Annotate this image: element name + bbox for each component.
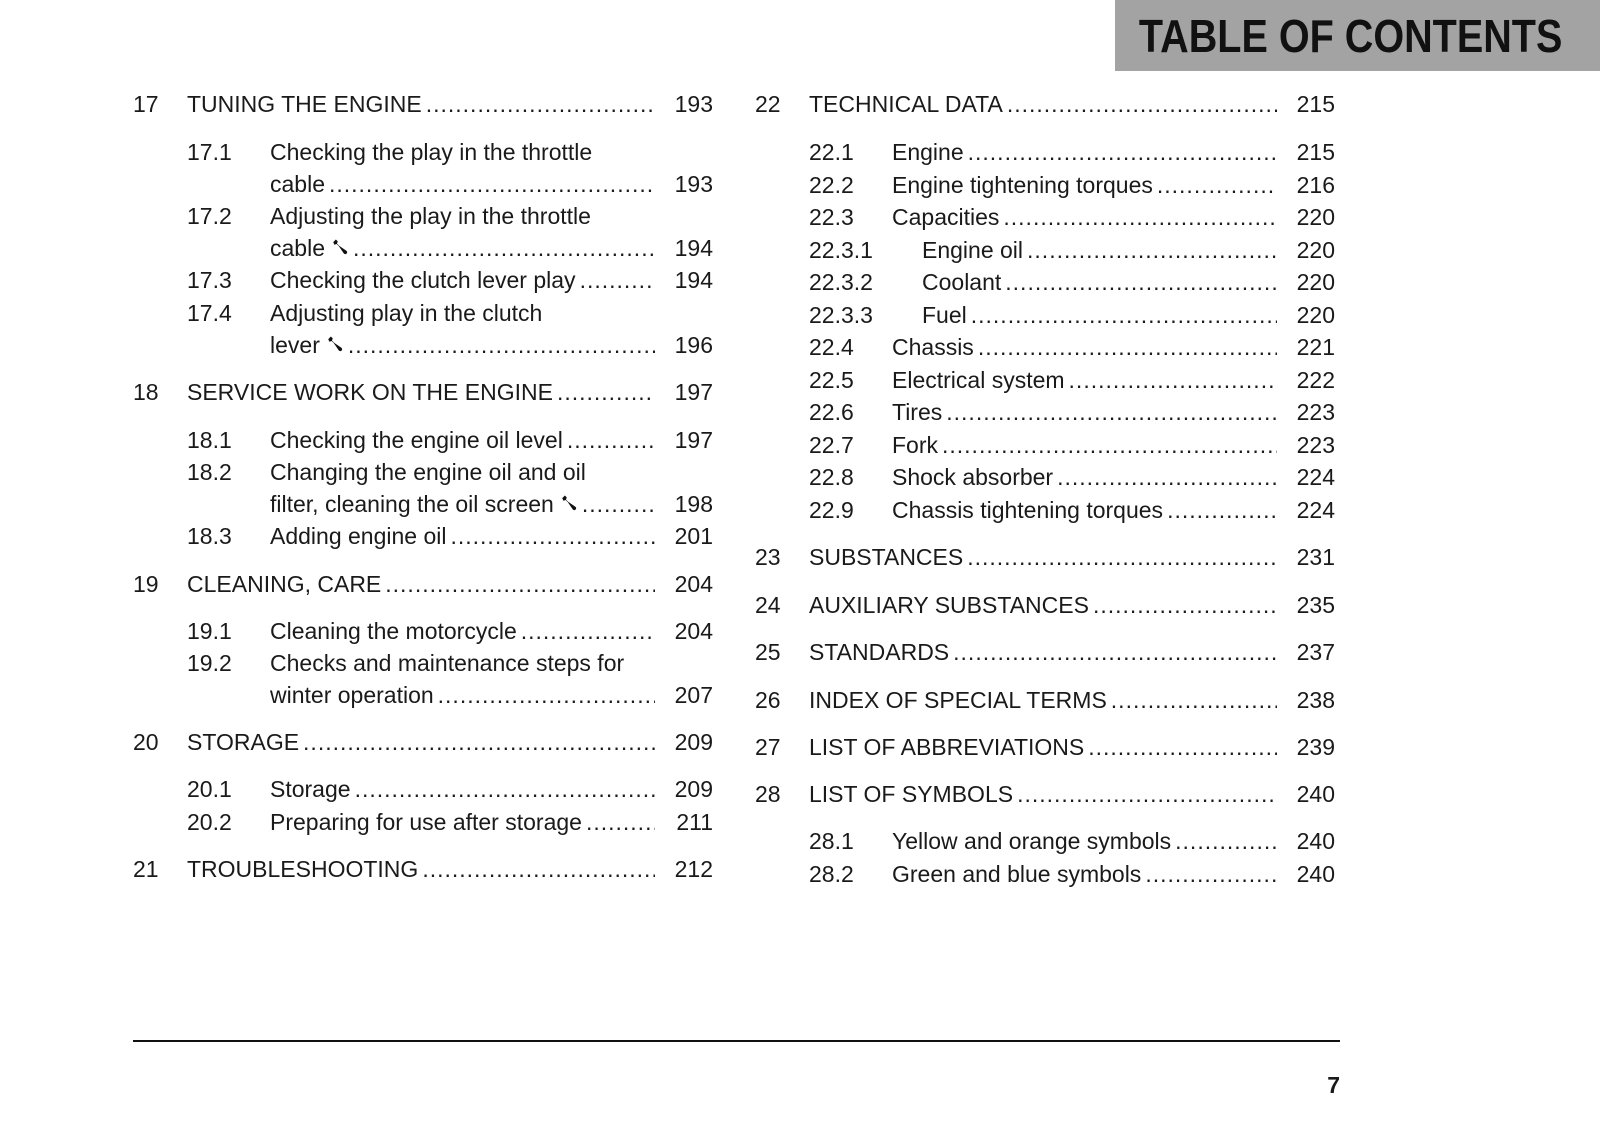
toc-entry-28-1[interactable] (755, 825, 1335, 858)
toc-entry-22-3[interactable] (755, 201, 1335, 234)
section-number: 22.9 (809, 497, 854, 523)
chapter-title: STORAGE (187, 729, 300, 755)
toc-entry-18-1[interactable] (133, 424, 713, 457)
dot-leader (1057, 461, 1277, 494)
toc-chapter-28[interactable] (755, 778, 1335, 811)
dot-leader (1069, 364, 1277, 397)
toc-entry-22-2[interactable] (755, 169, 1335, 202)
section-title: Green and blue symbols (892, 861, 1142, 887)
chapter-title: CLEANING, CARE (187, 571, 382, 597)
page-title: TABLE OF CONTENTS (1138, 10, 1562, 62)
toc-entry-28-2[interactable] (755, 858, 1335, 891)
dot-leader (967, 541, 1277, 574)
chapter-title: INDEX OF SPECIAL TERMS (809, 687, 1107, 713)
page-ref: 237 (1296, 639, 1335, 665)
dot-leader (586, 806, 655, 839)
page-ref: 238 (1296, 687, 1335, 713)
chapter-number: 28 (755, 781, 781, 807)
page-number: 7 (1327, 1072, 1340, 1098)
chapter-number: 25 (755, 639, 781, 665)
dot-leader (582, 488, 655, 521)
toc-entry-18-3[interactable] (133, 520, 713, 553)
toc-chapter-18[interactable] (133, 376, 713, 409)
toc-chapter-27[interactable] (755, 731, 1335, 764)
toc-entry-17-4[interactable] (133, 297, 713, 363)
wrench-icon (560, 494, 578, 512)
page-ref: 224 (1296, 464, 1335, 490)
toc-chapter-25[interactable] (755, 636, 1335, 669)
section-title: Chassis tightening torques (892, 497, 1164, 523)
dot-leader (303, 726, 655, 759)
chapter-title: TROUBLESHOOTING (187, 856, 419, 882)
section-title: Engine oil (922, 237, 1024, 263)
section-title-line1: Adjusting play in the clutch (270, 300, 543, 326)
dot-leader (1093, 589, 1277, 622)
page-ref: 201 (674, 523, 713, 549)
section-title: Fork (892, 432, 938, 458)
chapter-title: LIST OF SYMBOLS (809, 781, 1014, 807)
toc-entry-17-2[interactable] (133, 200, 713, 266)
dot-leader (1007, 88, 1277, 121)
section-title: Storage (270, 776, 351, 802)
page-ref: 209 (674, 729, 713, 755)
dot-leader (968, 136, 1277, 169)
page-ref: 223 (1296, 399, 1335, 425)
dot-leader (1157, 169, 1277, 202)
section-title: Shock absorber (892, 464, 1054, 490)
toc-entry-18-2[interactable] (133, 456, 713, 522)
dot-leader (557, 376, 655, 409)
dot-leader (353, 232, 655, 265)
toc-entry-22-11[interactable] (755, 461, 1335, 494)
toc-entry-17-1[interactable] (133, 136, 713, 202)
page-ref: 209 (674, 776, 713, 802)
toc-entry-20-2[interactable] (133, 806, 713, 839)
section-number: 22.3 (809, 204, 854, 230)
section-number: 22.2 (809, 172, 854, 198)
section-title-line2: winter operation (270, 682, 434, 708)
chapter-number: 21 (133, 856, 159, 882)
dot-leader (450, 520, 655, 553)
toc-entry-22-10[interactable] (755, 429, 1335, 462)
dot-leader (329, 168, 655, 201)
page-ref: 196 (674, 332, 713, 358)
toc-entry-19-1[interactable] (133, 615, 713, 648)
chapter-number: 20 (133, 729, 159, 755)
section-title-line1: Checks and maintenance steps for (270, 650, 625, 676)
page-ref: 198 (674, 491, 713, 517)
dot-leader (348, 329, 655, 362)
section-title: Engine tightening torques (892, 172, 1153, 198)
section-number: 18.1 (187, 427, 232, 453)
page-ref: 224 (1296, 497, 1335, 523)
section-title-line2: filter, cleaning the oil screen (270, 491, 554, 517)
page-ref: 215 (1296, 91, 1335, 117)
chapter-title: AUXILIARY SUBSTANCES (809, 592, 1089, 618)
dot-leader (422, 853, 655, 886)
dot-leader (355, 773, 655, 806)
chapter-title: SERVICE WORK ON THE ENGINE (187, 379, 553, 405)
toc-chapter-19[interactable] (133, 568, 713, 601)
page-ref: 222 (1296, 367, 1335, 393)
toc-entry-17-3[interactable] (133, 264, 713, 297)
toc-chapter-22[interactable] (755, 88, 1335, 121)
page-ref: 194 (674, 267, 713, 293)
toc-entry-22-4[interactable] (755, 234, 1335, 267)
page-ref: 197 (674, 379, 713, 405)
wrench-icon (326, 335, 344, 353)
toc-entry-22-6[interactable] (755, 299, 1335, 332)
chapter-number: 22 (755, 91, 781, 117)
toc-chapter-26[interactable] (755, 684, 1335, 717)
section-title: Chassis (892, 334, 974, 360)
dot-leader (521, 615, 655, 648)
section-number: 28.1 (809, 828, 854, 854)
section-title: Engine (892, 139, 964, 165)
section-number: 17.4 (187, 300, 232, 326)
wrench-icon (331, 238, 349, 256)
section-title-line2: lever (270, 332, 320, 358)
chapter-number: 27 (755, 734, 781, 760)
section-number: 22.7 (809, 432, 854, 458)
section-number: 22.8 (809, 464, 854, 490)
toc-chapter-21[interactable] (133, 853, 713, 886)
dot-leader (426, 88, 655, 121)
dot-leader (1145, 858, 1277, 891)
toc-entry-22-7[interactable] (755, 331, 1335, 364)
page-ref: 235 (1296, 592, 1335, 618)
page-ref: 193 (674, 171, 713, 197)
page-ref: 239 (1296, 734, 1335, 760)
section-title: Capacities (892, 204, 1000, 230)
page-ref: 223 (1296, 432, 1335, 458)
footer-divider (133, 1040, 1340, 1042)
dot-leader (946, 396, 1277, 429)
section-number: 22.4 (809, 334, 854, 360)
chapter-number: 24 (755, 592, 781, 618)
section-number: 22.3.3 (809, 302, 873, 328)
page-ref: 240 (1296, 861, 1335, 887)
section-number: 18.3 (187, 523, 232, 549)
section-number: 19.1 (187, 618, 232, 644)
dot-leader (1167, 494, 1277, 527)
dot-leader (567, 424, 655, 457)
section-title: Checking the engine oil level (270, 427, 563, 453)
header-banner (1115, 0, 1600, 71)
section-number: 17.3 (187, 267, 232, 293)
toc-entry-22-12[interactable] (755, 494, 1335, 527)
dot-leader (438, 679, 655, 712)
section-title-line1: Checking the play in the throttle (270, 139, 593, 165)
dot-leader (1088, 731, 1277, 764)
section-number: 17.1 (187, 139, 232, 165)
page-ref: 231 (1296, 544, 1335, 570)
page-ref: 215 (1296, 139, 1335, 165)
dot-leader (1005, 266, 1277, 299)
section-number: 17.2 (187, 203, 232, 229)
section-title-line2: cable (270, 235, 325, 261)
page-ref: 220 (1296, 302, 1335, 328)
toc-entry-22-5[interactable] (755, 266, 1335, 299)
toc-chapter-23[interactable] (755, 541, 1335, 574)
dot-leader (1175, 825, 1277, 858)
section-number: 28.2 (809, 861, 854, 887)
page-ref: 220 (1296, 269, 1335, 295)
dot-leader (971, 299, 1277, 332)
section-title: Adding engine oil (270, 523, 447, 549)
page-ref: 240 (1296, 781, 1335, 807)
dot-leader (385, 568, 655, 601)
section-number: 19.2 (187, 650, 232, 676)
page-ref: 240 (1296, 828, 1335, 854)
section-number: 22.3.2 (809, 269, 873, 295)
dot-leader (1017, 778, 1277, 811)
page-ref: 197 (674, 427, 713, 453)
section-title: Tires (892, 399, 943, 425)
chapter-number: 19 (133, 571, 159, 597)
section-title: Checking the clutch lever play (270, 267, 576, 293)
dot-leader (1027, 234, 1277, 267)
section-title-line1: Changing the engine oil and oil (270, 459, 586, 485)
dot-leader (1003, 201, 1277, 234)
section-number: 22.5 (809, 367, 854, 393)
page-ref: 216 (1296, 172, 1335, 198)
page-ref: 220 (1296, 204, 1335, 230)
toc-entry-22-1[interactable] (755, 136, 1335, 169)
dot-leader (580, 264, 655, 297)
section-title: Cleaning the motorcycle (270, 618, 517, 644)
section-title: Electrical system (892, 367, 1065, 393)
page-ref: 193 (674, 91, 713, 117)
chapter-number: 17 (133, 91, 159, 117)
page-ref: 211 (676, 809, 713, 835)
dot-leader (953, 636, 1277, 669)
page-ref: 212 (674, 856, 713, 882)
chapter-title: LIST OF ABBREVIATIONS (809, 734, 1085, 760)
page-ref: 194 (674, 235, 713, 261)
toc-chapter-20[interactable] (133, 726, 713, 759)
toc-entry-20-1[interactable] (133, 773, 713, 806)
chapter-title: STANDARDS (809, 639, 950, 665)
section-number: 20.1 (187, 776, 232, 802)
section-title: Preparing for use after storage (270, 809, 582, 835)
page-ref: 220 (1296, 237, 1335, 263)
section-title-line1: Adjusting the play in the throttle (270, 203, 591, 229)
page-ref: 207 (674, 682, 713, 708)
dot-leader (978, 331, 1277, 364)
toc-entry-22-8[interactable] (755, 364, 1335, 397)
chapter-number: 26 (755, 687, 781, 713)
dot-leader (942, 429, 1277, 462)
section-number: 18.2 (187, 459, 232, 485)
section-number: 20.2 (187, 809, 232, 835)
section-title: Yellow and orange symbols (892, 828, 1172, 854)
toc-chapter-24[interactable] (755, 589, 1335, 622)
page-ref: 221 (1296, 334, 1335, 360)
section-number: 22.1 (809, 139, 854, 165)
dot-leader (1111, 684, 1277, 717)
section-title: Fuel (922, 302, 967, 328)
page-ref: 204 (674, 571, 713, 597)
chapter-title: SUBSTANCES (809, 544, 964, 570)
chapter-number: 18 (133, 379, 159, 405)
toc-entry-22-9[interactable] (755, 396, 1335, 429)
chapter-number: 23 (755, 544, 781, 570)
section-title-line2: cable (270, 171, 325, 197)
page-ref: 204 (674, 618, 713, 644)
section-number: 22.6 (809, 399, 854, 425)
section-number: 22.3.1 (809, 237, 873, 263)
chapter-title: TUNING THE ENGINE (187, 91, 422, 117)
section-title: Coolant (922, 269, 1002, 295)
chapter-title: TECHNICAL DATA (809, 91, 1003, 117)
toc-entry-19-2[interactable] (133, 647, 713, 713)
